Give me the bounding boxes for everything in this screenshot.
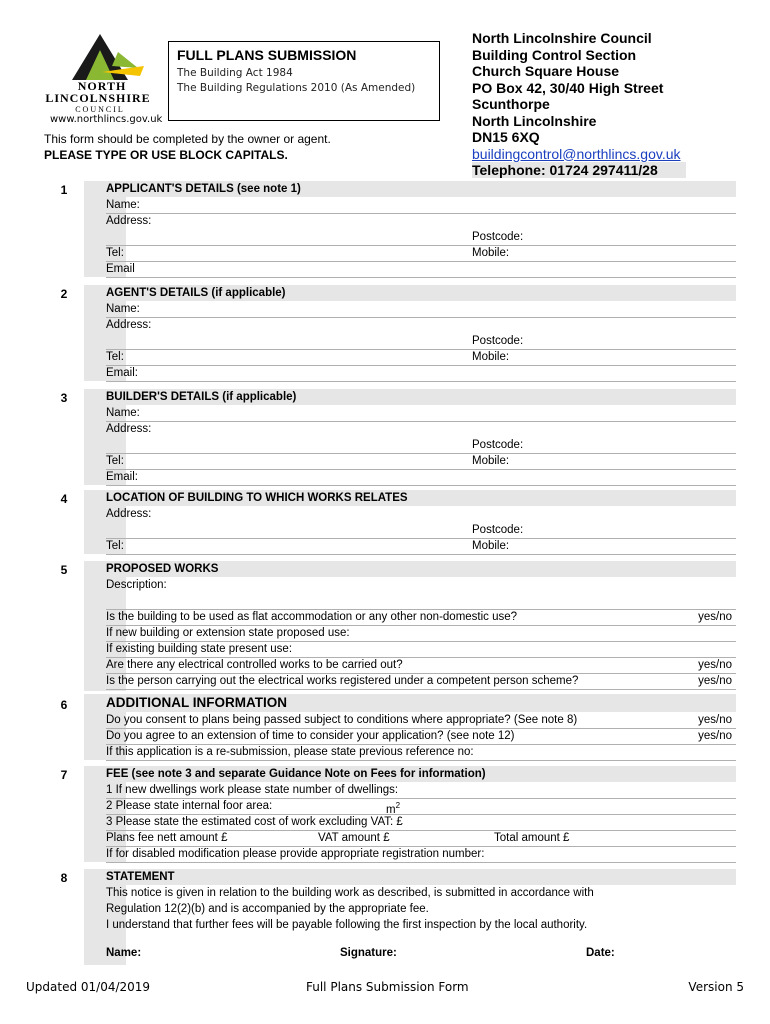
- logo-text-council: COUNCIL: [75, 105, 125, 114]
- plans-fee-label: Plans fee nett amount £: [106, 832, 228, 844]
- floor-area-field[interactable]: [106, 798, 736, 815]
- section-builder: [44, 389, 736, 485]
- field-label: Email: [106, 263, 135, 275]
- address-line: Building Control Section: [472, 46, 637, 63]
- yes-no-option[interactable]: yes/no: [698, 730, 732, 742]
- field-label: Postcode:: [472, 335, 524, 347]
- field-label: Address:: [106, 508, 152, 520]
- section-number: 7: [60, 768, 68, 782]
- telephone: Telephone: 01724 297411/28: [472, 162, 686, 178]
- previous-reference-field[interactable]: [106, 744, 736, 761]
- form-title: FULL PLANS SUBMISSION: [177, 47, 357, 63]
- address-line: North Lincolnshire: [472, 112, 597, 129]
- section-number: 5: [60, 563, 68, 577]
- field-label: Name:: [106, 407, 140, 419]
- field-label: Is the person carrying out the electrical works registered under a competent person scheme?: [106, 675, 579, 687]
- section-number: 1: [60, 183, 68, 197]
- section-agent: [44, 285, 736, 381]
- applicant-tel-field[interactable]: [106, 245, 736, 262]
- field-label: Is the building to be used as flat accommodation or any other non-domestic use?: [106, 611, 518, 623]
- field-label: Postcode:: [472, 439, 524, 451]
- field-label: Tel:: [106, 351, 124, 363]
- builder-address-field[interactable]: [106, 421, 736, 437]
- title-box: [168, 41, 440, 121]
- address-line: PO Box 42, 30/40 High Street: [472, 79, 664, 96]
- address-line: Scunthorpe: [472, 96, 550, 112]
- footer-version: Version 5: [688, 980, 744, 994]
- field-label: Mobile:: [472, 455, 510, 467]
- section-header: PROPOSED WORKS: [106, 561, 736, 577]
- field-label: 2 Please state internal foor area:: [106, 800, 273, 812]
- email-link[interactable]: buildingcontrol@northlincs.gov.uk: [472, 145, 681, 162]
- section-header: BUILDER'S DETAILS (if applicable): [106, 389, 736, 405]
- applicant-email-field[interactable]: [106, 261, 736, 278]
- field-label: 1 If new dwellings work please state number of dwellings:: [106, 784, 399, 796]
- yes-no-option[interactable]: yes/no: [698, 611, 732, 623]
- address-line: DN15 6XQ: [472, 129, 540, 145]
- section-header: APPLICANT'S DETAILS (see note 1): [106, 181, 736, 197]
- form-subtitle-act: The Building Act 1984: [177, 67, 293, 79]
- statement-text: This notice is given in relation to the building work as described, is submitted in accordance with: [106, 887, 594, 899]
- section-statement: [44, 869, 736, 965]
- builder-postcode-field[interactable]: [106, 437, 736, 454]
- section-number: 8: [60, 871, 68, 885]
- instruction-line: This form should be completed by the owner or agent.: [44, 132, 331, 146]
- section-header: STATEMENT: [106, 869, 736, 885]
- location-address-field[interactable]: [106, 506, 736, 522]
- present-use-field[interactable]: [106, 641, 736, 658]
- estimated-cost-field[interactable]: [106, 814, 736, 831]
- field-label: Name:: [106, 303, 140, 315]
- field-label: Mobile:: [472, 351, 510, 363]
- section-header: FEE (see note 3 and separate Guidance Note on Fees for information): [106, 766, 736, 782]
- works-description-line[interactable]: [106, 593, 736, 610]
- non-domestic-use-question[interactable]: [106, 609, 736, 626]
- field-label: Address:: [106, 319, 152, 331]
- field-label: Description:: [106, 579, 167, 591]
- conditions-consent-question[interactable]: [106, 712, 736, 729]
- signature-label: Signature:: [340, 947, 397, 959]
- dwellings-count-field[interactable]: [106, 782, 736, 799]
- field-label: If for disabled modification please provide appropriate registration number:: [106, 848, 485, 860]
- section-header: LOCATION OF BUILDING TO WHICH WORKS RELATES: [106, 490, 736, 506]
- logo-text-north: NORTH: [77, 79, 127, 93]
- applicant-postcode-field[interactable]: [106, 229, 736, 246]
- section-number: 6: [60, 698, 68, 712]
- field-label: Mobile:: [472, 247, 510, 259]
- yes-no-option[interactable]: yes/no: [698, 675, 732, 687]
- form-subtitle-regulations: The Building Regulations 2010 (As Amended): [177, 82, 416, 94]
- section-fee: [44, 766, 736, 862]
- footer-updated: Updated 01/04/2019: [26, 980, 151, 994]
- agent-postcode-field[interactable]: [106, 333, 736, 350]
- section-header: ADDITIONAL INFORMATION: [106, 694, 736, 712]
- council-logo: [42, 30, 162, 130]
- builder-email-field[interactable]: [106, 469, 736, 486]
- applicant-name-field[interactable]: [106, 197, 736, 214]
- field-label: Do you agree to an extension of time to consider your application? (see note 12): [106, 730, 515, 742]
- works-description-field[interactable]: [106, 577, 736, 593]
- agent-address-field[interactable]: [106, 317, 736, 333]
- statement-text: Regulation 12(2)(b) and is accompanied by the appropriate fee.: [106, 903, 429, 915]
- location-tel-field[interactable]: [106, 538, 736, 555]
- council-address: [472, 30, 686, 179]
- builder-tel-field[interactable]: [106, 453, 736, 470]
- section-applicant: [44, 181, 736, 277]
- field-label: If this application is a re-submission, please state previous reference no:: [106, 746, 474, 758]
- field-label: Email:: [106, 367, 138, 379]
- section-proposed-works: [44, 561, 736, 691]
- competent-person-question[interactable]: [106, 673, 736, 690]
- yes-no-option[interactable]: yes/no: [698, 659, 732, 671]
- electrical-works-question[interactable]: [106, 657, 736, 674]
- address-line: North Lincolnshire Council: [472, 30, 652, 46]
- section-number: 4: [60, 492, 68, 506]
- location-postcode-field[interactable]: [106, 522, 736, 539]
- vat-amount-label: VAT amount £: [318, 832, 390, 844]
- block-capitals-instruction: PLEASE TYPE OR USE BLOCK CAPITALS.: [44, 148, 288, 162]
- address-line: Church Square House: [472, 63, 620, 79]
- section-additional-information: [44, 694, 736, 760]
- section-location: [44, 490, 736, 554]
- section-number: 2: [60, 287, 68, 301]
- field-label: Address:: [106, 423, 152, 435]
- field-label: Mobile:: [472, 540, 510, 552]
- section-header: AGENT'S DETAILS (if applicable): [106, 285, 736, 301]
- agent-tel-field[interactable]: [106, 349, 736, 366]
- council-url: www.northlincs.gov.uk: [50, 114, 163, 125]
- field-label: Do you consent to plans being passed subject to conditions where appropriate? (See note 8): [106, 714, 578, 726]
- form-instructions: [44, 131, 331, 163]
- extension-of-time-question[interactable]: [106, 728, 736, 745]
- field-label: If existing building state present use:: [106, 643, 293, 655]
- unit-label: $m^2$: [386, 801, 401, 816]
- date-label: Date:: [586, 947, 615, 959]
- agent-name-field[interactable]: [106, 301, 736, 318]
- signature-row[interactable]: [106, 945, 736, 961]
- field-label: If new building or extension state proposed use:: [106, 627, 350, 639]
- footer-form-name: Full Plans Submission Form: [306, 980, 469, 994]
- proposed-use-field[interactable]: [106, 625, 736, 642]
- name-label: Name:: [106, 947, 142, 959]
- field-label: Are there any electrical controlled works to be carried out?: [106, 659, 403, 671]
- agent-email-field[interactable]: [106, 365, 736, 382]
- field-label: Tel:: [106, 455, 124, 467]
- field-label: Tel:: [106, 540, 124, 552]
- fee-amounts-row[interactable]: [106, 830, 736, 847]
- statement-text: I understand that further fees will be payable following the first inspection by the local authority.: [106, 919, 588, 931]
- section-number: 3: [60, 391, 68, 405]
- field-label: Address:: [106, 215, 152, 227]
- field-label: Postcode:: [472, 231, 524, 243]
- field-label: Tel:: [106, 247, 124, 259]
- yes-no-option[interactable]: yes/no: [698, 714, 732, 726]
- builder-name-field[interactable]: [106, 405, 736, 422]
- council-logo-mark: [42, 30, 162, 114]
- logo-text-lincolnshire: LINCOLNSHIRE: [45, 91, 151, 105]
- field-label: Email:: [106, 471, 138, 483]
- field-label: 3 Please state the estimated cost of work excluding VAT: £: [106, 816, 403, 828]
- total-amount-label: Total amount £: [494, 832, 570, 844]
- field-label: Name:: [106, 199, 140, 211]
- applicant-address-field[interactable]: [106, 213, 736, 229]
- field-label: Postcode:: [472, 524, 524, 536]
- disabled-registration-field[interactable]: [106, 846, 736, 863]
